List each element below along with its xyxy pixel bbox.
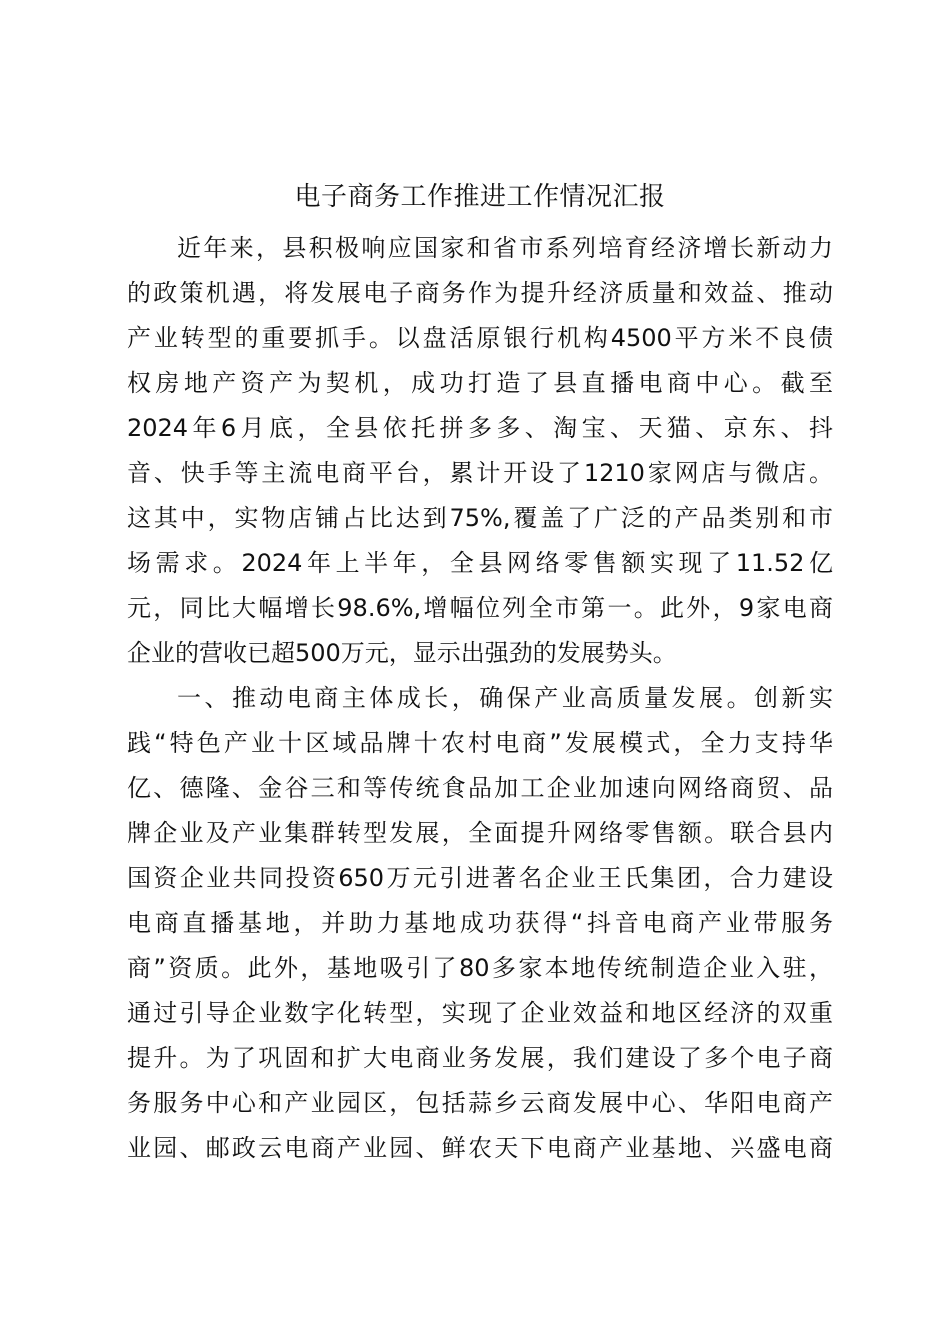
paragraph-1-line: 音、快手等主流电商平台，累计开设了1210家网店与微店。 xyxy=(127,459,833,487)
paragraph-1-line: 的政策机遇，将发展电子商务作为提升经济质量和效益、推动 xyxy=(127,279,833,307)
paragraph-1-line: 元，同比大幅增长98.6%,增幅位列全市第一。此外，9家电商 xyxy=(127,594,833,622)
paragraph-1-line: 场需求。2024年上半年，全县网络零售额实现了11.52亿 xyxy=(127,549,833,577)
paragraph-2-line: 一、推动电商主体成长，确保产业高质量发展。创新实 xyxy=(177,684,833,712)
paragraph-2-line: 亿、德隆、金谷三和等传统食品加工企业加速向网络商贸、品 xyxy=(127,774,833,802)
paragraph-2-line: 务服务中心和产业园区，包括蒜乡云商发展中心、华阳电商产 xyxy=(127,1089,833,1117)
paragraph-2-line: 牌企业及产业集群转型发展，全面提升网络零售额。联合县内 xyxy=(127,819,833,847)
paragraph-2-line: 业园、邮政云电商产业园、鲜农天下电商产业基地、兴盛电商 xyxy=(127,1134,833,1162)
paragraph-2-line: 商”资质。此外，基地吸引了80多家本地传统制造企业入驻， xyxy=(127,954,833,982)
paragraph-1-line: 企业的营收已超500万元，显示出强劲的发展势头。 xyxy=(127,639,677,667)
paragraph-1-line: 权房地产资产为契机，成功打造了县直播电商中心。截至 xyxy=(127,369,833,397)
paragraph-2-line: 通过引导企业数字化转型，实现了企业效益和地区经济的双重 xyxy=(127,999,833,1027)
paragraph-2-line: 国资企业共同投资650万元引进著名企业王氏集团，合力建设 xyxy=(127,864,833,892)
document-body xyxy=(127,226,833,1171)
paragraph-1-line: 2024年6月底，全县依托拼多多、淘宝、天猫、京东、抖 xyxy=(127,414,833,442)
paragraph-1-line: 近年来，县积极响应国家和省市系列培育经济增长新动力 xyxy=(177,234,833,262)
paragraph-2-line: 提升。为了巩固和扩大电商业务发展，我们建设了多个电子商 xyxy=(127,1044,833,1072)
document-title: 电子商务工作推进工作情况汇报 xyxy=(294,182,666,212)
paragraph-1-line: 产业转型的重要抓手。以盘活原银行机构4500平方米不良债 xyxy=(127,324,833,352)
paragraph-2-line: 电商直播基地，并助力基地成功获得“抖音电商产业带服务 xyxy=(127,909,833,937)
paragraph-2-line: 践“特色产业十区域品牌十农村电商”发展模式，全力支持华 xyxy=(127,729,833,757)
paragraph-1-line: 这其中，实物店铺占比达到75%,覆盖了广泛的产品类别和市 xyxy=(127,504,833,532)
